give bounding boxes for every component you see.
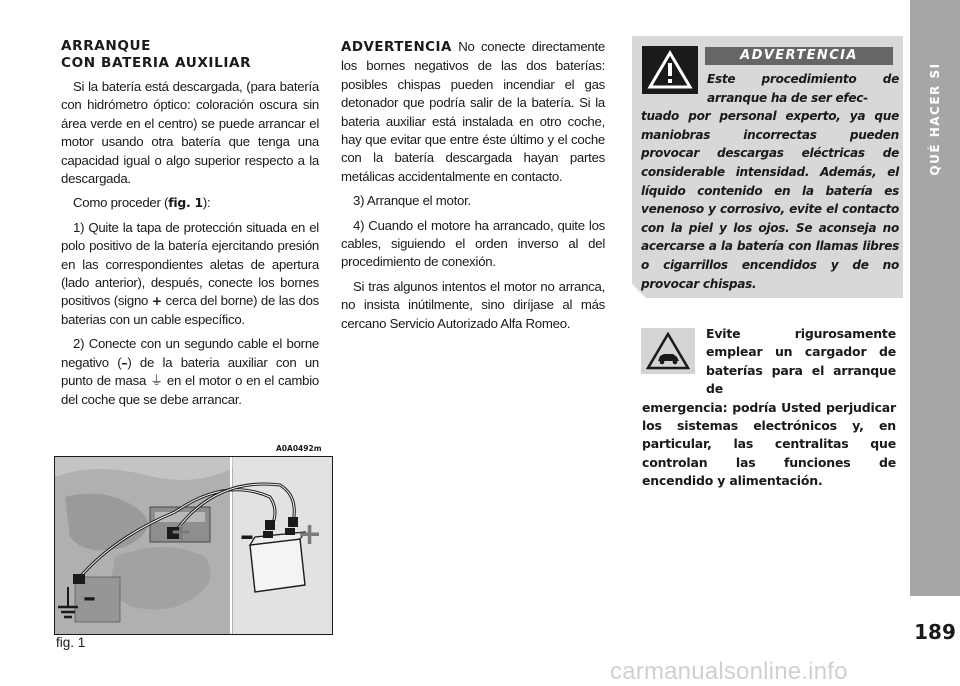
section-title-line2: CON BATERIA AUXILIAR (61, 55, 252, 71)
step-1-end: cerca del borne) de las dos baterias con un cable específico. (61, 293, 319, 327)
paragraph-step-1 (61, 219, 319, 329)
column-middle (341, 38, 605, 339)
warning-text-rest: tuado por personal experto, ya que maniobras incorrectas pueden provocar descargas eléctricas de considerable intensidad. Además, el líquido contenido en la batería es venenoso y corrosivo, evite el contacto con la piel y los ojos. Se aconseja no acercarse a la batería con llamas libres o cigarrillos encendidos y de no provocar chispas. (641, 109, 899, 291)
figure-minus-label-a: – (240, 519, 254, 552)
evite-note-lead: Evite rigurosamente emplear un cargador de baterías para el arranque de (706, 326, 896, 397)
advertencia-text: No conecte directamente los bornes negativos de las dos baterías: posibles chispas pueden incendiar el gas detonador que podría salir de la batería. Si la bateria auxiliar está instalada en otro coche, hay que evitar que entre éste último y el coche con la batería descargada hayan partes metálicas accidentalmente en contacto. (341, 39, 605, 184)
figure-plus-label-a: + (170, 517, 192, 547)
evite-note-rest: emergencia: podría Usted perjudicar los sistemas electrónicos y, en particular, las centralitas que controlan las funciones de encendido y alimentación. (642, 399, 896, 489)
section-title (61, 38, 319, 72)
watermark: carmanualsonline.info (610, 658, 848, 685)
step-2-text: 2) Conecte con un segundo cable el borne negativo ( (61, 336, 319, 370)
paragraph-step-2 (61, 335, 319, 409)
page-number: 189 (914, 620, 956, 644)
column-left (61, 38, 319, 415)
step-1-text: 1) Quite la tapa de protección situada en el polo positivo de la batería ejercitando presión en las correspondientes aletas de apertura (lado anterior), después, conecte los bornes positivos (signo (61, 219, 319, 309)
how-to-text: Como proceder ( (73, 195, 169, 211)
section-title-line1: ARRANQUE (61, 38, 152, 54)
fig-reference: fig. 1 (168, 195, 203, 211)
how-to-close: ): (202, 195, 211, 211)
figure-minus-label-b: – (83, 583, 96, 613)
paragraph-step-3: 3) Arranque el motor. (353, 193, 471, 209)
paragraph-no-insista: Si tras algunos intentos el motor no arranca, no insista inútilmente, sino diríjase al más cercano Servicio Autorizado Alfa Romeo. (341, 278, 605, 331)
warning-banner: ADVERTENCIA (705, 47, 893, 65)
plus-sign: + (151, 293, 162, 309)
figure-battery-jump (54, 456, 333, 635)
chapter-title: QUÉ HACER SI (928, 62, 942, 176)
figure-caption: fig. 1 (56, 635, 86, 650)
paragraph-intro: Si la batería está descargada, (para batería con hidrómetro óptico: coloración oscura sin área verde en el centro) se puede arrancar el motor usando otra batería que tenga una capacidad igual o algo superior respecto a la descargada. (61, 79, 319, 187)
warning-box (632, 36, 903, 298)
figure-illustration (55, 457, 332, 634)
paragraph-how-to (61, 194, 319, 212)
warning-text (641, 70, 899, 293)
ground-icon: ⏚ (150, 373, 163, 389)
chapter-tab (910, 0, 960, 596)
warning-text-first: Este procedimiento de arranque ha de ser efec- (707, 72, 899, 105)
step-2-mid: ) de la bateria auxiliar con un punto de masa (61, 354, 319, 389)
figure-code: A0A0492m (276, 444, 322, 453)
paragraph-advertencia (341, 38, 605, 186)
paragraph-step-4: 4) Cuando el motore ha arrancado, quite los cables, siguiendo el orden inverso al del procedimiento de conexión. (341, 217, 605, 270)
evite-note (642, 325, 896, 491)
advertencia-label: ADVERTENCIA (341, 40, 452, 55)
chapter-sidebar (910, 0, 960, 686)
minus-sign: – (121, 354, 128, 370)
figure-plus-label-b: + (297, 517, 323, 552)
step-2-end: en el motor o en el cambio del coche que se debe arrancar. (61, 373, 319, 407)
warning-corner-fold (632, 284, 646, 298)
